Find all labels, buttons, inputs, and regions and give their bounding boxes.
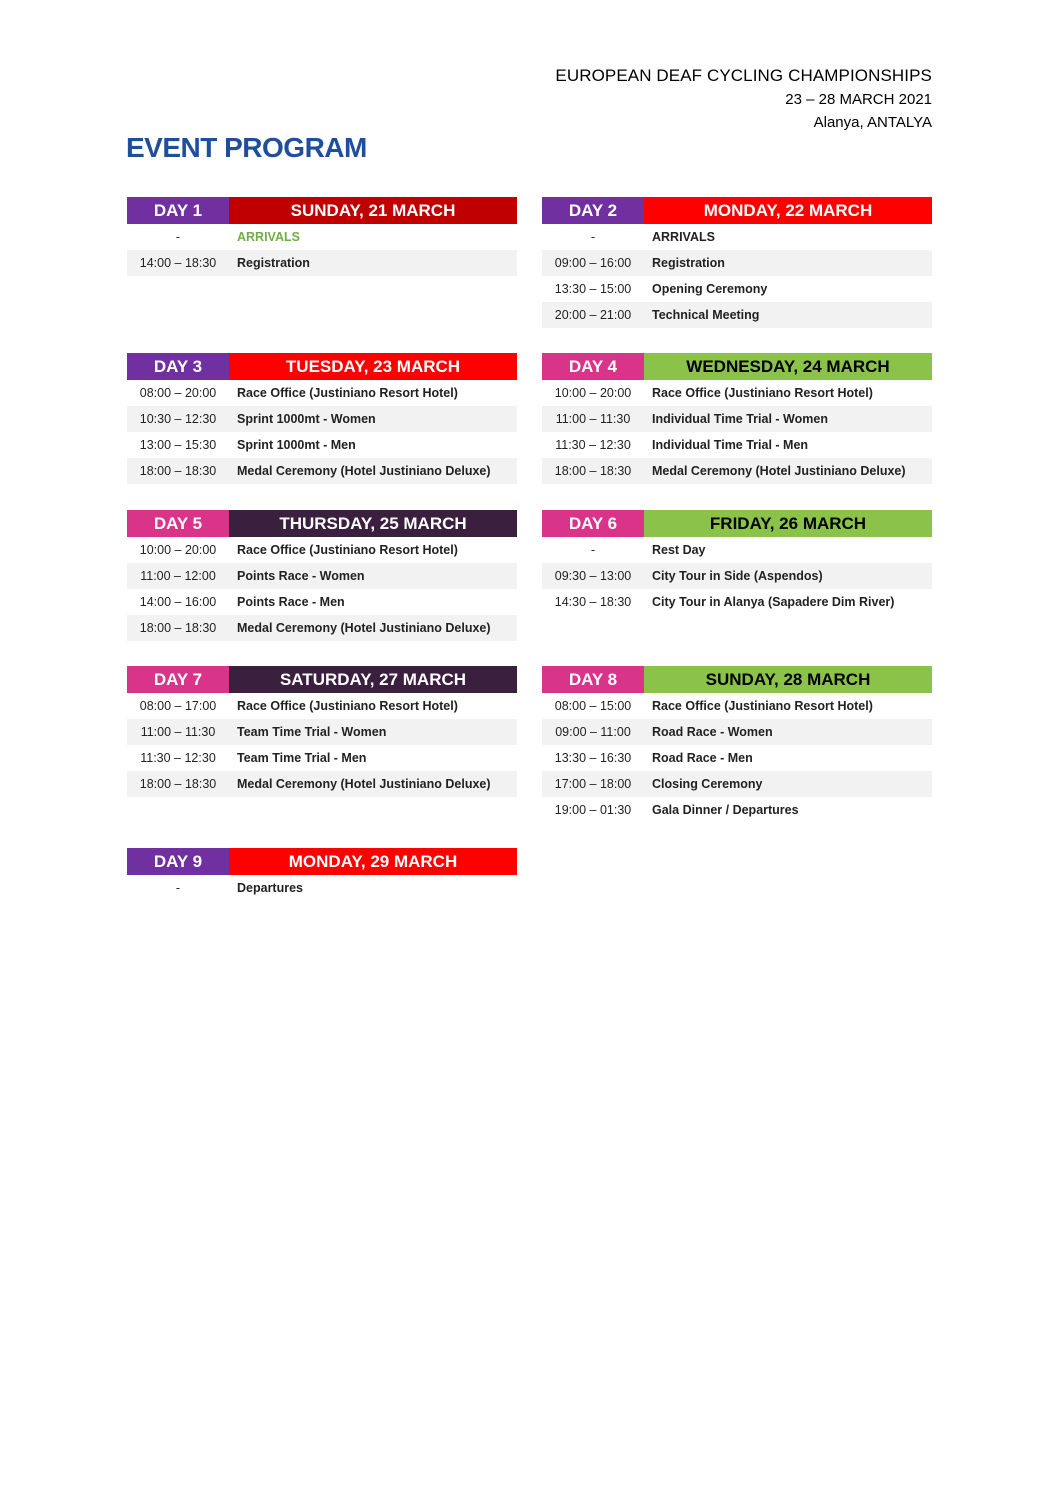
schedule-row (127, 875, 517, 901)
row-time: 14:30 – 18:30 (554, 595, 632, 609)
row-activity: Points Race - Women (237, 569, 365, 583)
row-activity: City Tour in Alanya (Sapadere Dim River) (652, 595, 895, 609)
schedule-row (542, 224, 932, 250)
row-time: 13:30 – 15:00 (554, 282, 632, 296)
row-activity: Race Office (Justiniano Resort Hotel) (652, 386, 873, 400)
row-activity: Technical Meeting (652, 308, 760, 322)
schedule-row (127, 693, 517, 719)
day-number: DAY 4 (542, 353, 644, 380)
row-time: 10:00 – 20:00 (139, 543, 217, 557)
row-activity: Registration (237, 256, 310, 270)
day-block (542, 197, 932, 328)
schedule-row (542, 302, 932, 328)
row-time: 09:00 – 16:00 (554, 256, 632, 270)
schedule-row (542, 458, 932, 484)
row-activity: Team Time Trial - Men (237, 751, 367, 765)
row-time: 11:30 – 12:30 (140, 751, 216, 765)
row-time: - (175, 230, 181, 244)
schedule-row (542, 771, 932, 797)
row-activity: Medal Ceremony (Hotel Justiniano Deluxe) (652, 464, 906, 478)
schedule-row (542, 276, 932, 302)
row-activity: Registration (652, 256, 725, 270)
schedule-row (542, 563, 932, 589)
schedule-row (127, 224, 517, 250)
day-header (127, 848, 517, 875)
row-activity: Medal Ceremony (Hotel Justiniano Deluxe) (237, 777, 491, 791)
day-header (542, 666, 932, 693)
row-activity: Sprint 1000mt - Men (237, 438, 356, 452)
row-activity: City Tour in Side (Aspendos) (652, 569, 823, 583)
championship-dates: 23 – 28 MARCH 2021 (785, 91, 932, 108)
row-time: 08:00 – 20:00 (139, 386, 217, 400)
day-block (127, 666, 517, 797)
page-title: EVENT PROGRAM (126, 132, 367, 163)
day-number: DAY 3 (127, 353, 229, 380)
schedule-row (127, 719, 517, 745)
day-header (127, 510, 517, 537)
day-number: DAY 2 (542, 197, 644, 224)
schedule-row (542, 380, 932, 406)
day-header (542, 510, 932, 537)
row-activity: Individual Time Trial - Women (652, 412, 828, 426)
schedule-row (127, 771, 517, 797)
row-time: 18:00 – 18:30 (554, 464, 632, 478)
row-activity: ARRIVALS (652, 230, 715, 244)
day-block (542, 666, 932, 823)
row-time: 18:00 – 18:30 (139, 777, 217, 791)
row-time: 10:30 – 12:30 (139, 412, 217, 426)
row-time: 08:00 – 15:00 (554, 699, 632, 713)
day-block (127, 197, 517, 276)
day-number: DAY 9 (127, 848, 229, 875)
row-time: 11:30 – 12:30 (555, 438, 631, 452)
schedule-row (127, 537, 517, 563)
day-header (542, 197, 932, 224)
day-date: FRIDAY, 26 MARCH (644, 510, 932, 537)
schedule-row (542, 406, 932, 432)
day-block (127, 353, 517, 484)
schedule-row (542, 537, 932, 563)
day-date: MONDAY, 29 MARCH (229, 848, 517, 875)
row-activity: Road Race - Men (652, 751, 753, 765)
row-time: 14:00 – 16:00 (139, 595, 217, 609)
day-block (542, 353, 932, 484)
day-date: SATURDAY, 27 MARCH (229, 666, 517, 693)
row-activity: Race Office (Justiniano Resort Hotel) (652, 699, 873, 713)
championship-name: EUROPEAN DEAF CYCLING CHAMPIONSHIPS (555, 66, 932, 85)
row-activity: Rest Day (652, 543, 706, 557)
day-header (542, 353, 932, 380)
schedule-row (127, 589, 517, 615)
row-time: 18:00 – 18:30 (139, 621, 217, 635)
schedule-row (127, 406, 517, 432)
day-number: DAY 6 (542, 510, 644, 537)
event-header (555, 64, 932, 134)
day-date: SUNDAY, 21 MARCH (229, 197, 517, 224)
day-date: WEDNESDAY, 24 MARCH (644, 353, 932, 380)
row-activity: Sprint 1000mt - Women (237, 412, 376, 426)
schedule-row (127, 745, 517, 771)
row-activity: Points Race - Men (237, 595, 345, 609)
schedule-row (542, 250, 932, 276)
day-header (127, 353, 517, 380)
day-date: MONDAY, 22 MARCH (644, 197, 932, 224)
day-block (127, 848, 517, 901)
row-activity: ARRIVALS (237, 230, 300, 244)
schedule-row (542, 693, 932, 719)
row-time: - (590, 543, 596, 557)
row-time: 20:00 – 21:00 (554, 308, 632, 322)
row-activity: Gala Dinner / Departures (652, 803, 799, 817)
schedule-row (127, 432, 517, 458)
row-activity: Medal Ceremony (Hotel Justiniano Deluxe) (237, 621, 491, 635)
row-activity: Race Office (Justiniano Resort Hotel) (237, 386, 458, 400)
schedule-row (542, 745, 932, 771)
row-time: - (590, 230, 596, 244)
row-time: 19:00 – 01:30 (554, 803, 632, 817)
schedule-row (542, 589, 932, 615)
schedule-row (127, 615, 517, 641)
row-time: 18:00 – 18:30 (139, 464, 217, 478)
row-activity: Opening Ceremony (652, 282, 768, 296)
championship-location: Alanya, ANTALYA (813, 114, 932, 131)
row-activity: Closing Ceremony (652, 777, 763, 791)
row-time: 11:00 – 11:30 (555, 412, 631, 426)
day-header (127, 197, 517, 224)
row-time: 09:30 – 13:00 (554, 569, 632, 583)
row-time: 17:00 – 18:00 (554, 777, 632, 791)
row-time: 14:00 – 18:30 (139, 256, 217, 270)
day-number: DAY 1 (127, 197, 229, 224)
row-activity: Road Race - Women (652, 725, 773, 739)
row-activity: Race Office (Justiniano Resort Hotel) (237, 699, 458, 713)
day-number: DAY 7 (127, 666, 229, 693)
day-number: DAY 8 (542, 666, 644, 693)
day-header (127, 666, 517, 693)
row-activity: Individual Time Trial - Men (652, 438, 809, 452)
row-time: 13:30 – 16:30 (554, 751, 632, 765)
schedule-row (542, 719, 932, 745)
day-number: DAY 5 (127, 510, 229, 537)
schedule-row (127, 380, 517, 406)
day-block (542, 510, 932, 615)
day-date: THURSDAY, 25 MARCH (229, 510, 517, 537)
day-date: SUNDAY, 28 MARCH (644, 666, 932, 693)
row-activity: Team Time Trial - Women (237, 725, 387, 739)
row-activity: Race Office (Justiniano Resort Hotel) (237, 543, 458, 557)
schedule-row (542, 797, 932, 823)
row-time: 13:00 – 15:30 (139, 438, 217, 452)
schedule-row (127, 250, 517, 276)
row-time: 09:00 – 11:00 (555, 725, 631, 739)
schedule-row (127, 458, 517, 484)
row-activity: Medal Ceremony (Hotel Justiniano Deluxe) (237, 464, 491, 478)
row-time: 08:00 – 17:00 (139, 699, 217, 713)
row-time: 11:00 – 11:30 (140, 725, 216, 739)
schedule-row (542, 432, 932, 458)
row-activity: Departures (237, 881, 303, 895)
day-block (127, 510, 517, 641)
day-date: TUESDAY, 23 MARCH (229, 353, 517, 380)
row-time: - (175, 881, 181, 895)
row-time: 11:00 – 12:00 (140, 569, 216, 583)
row-time: 10:00 – 20:00 (554, 386, 632, 400)
schedule-row (127, 563, 517, 589)
